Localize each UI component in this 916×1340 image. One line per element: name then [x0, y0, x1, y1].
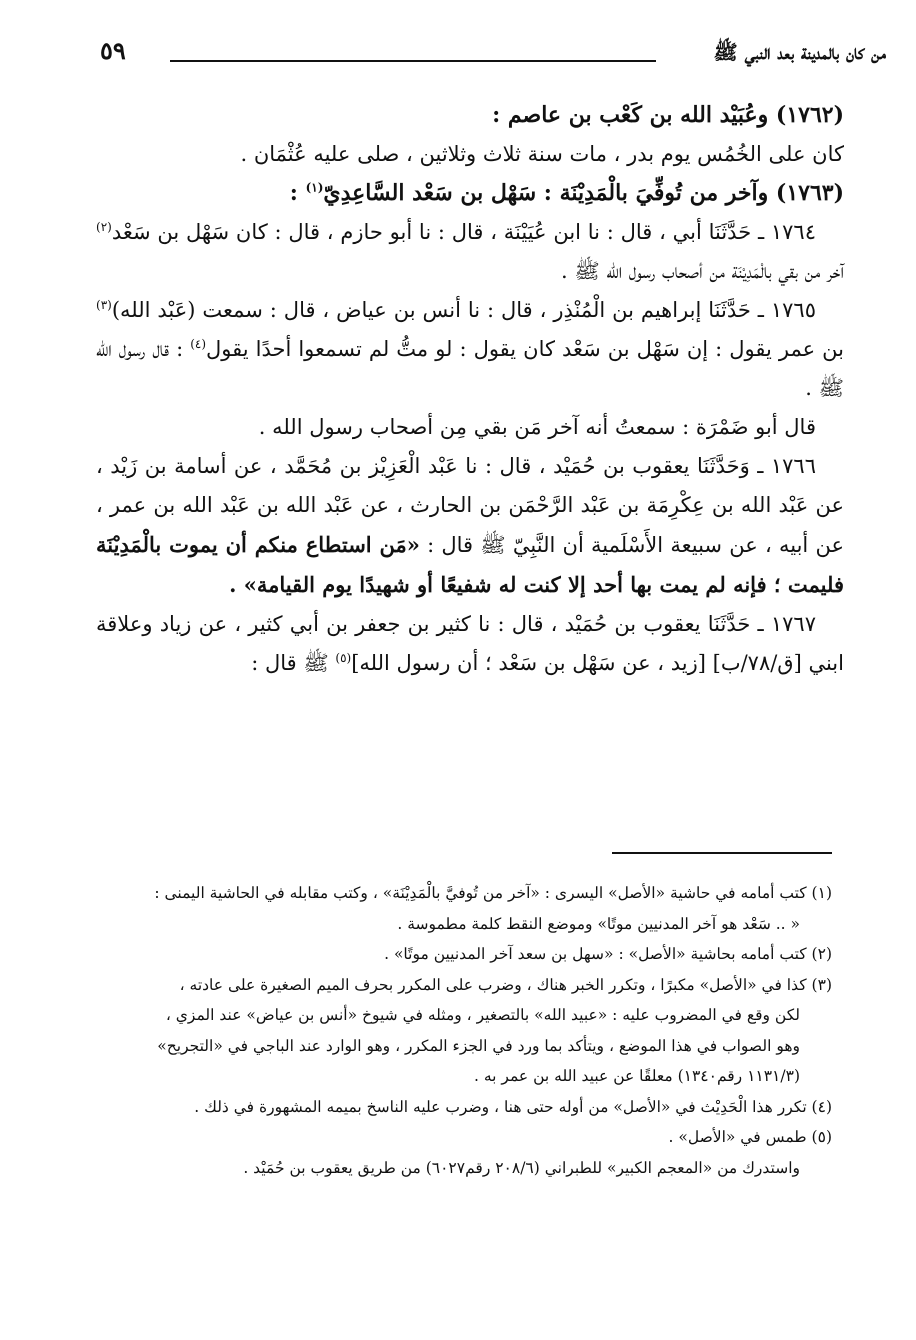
entry-1762-heading: (١٧٦٢) وعُبَيْد الله بن كَعْب بن عاصم : — [492, 102, 844, 128]
footnote-1-line-2: « .. سَعْد هو آخر المدنيين موتًا» وموضع النقط كلمة مطموسة . — [397, 914, 800, 933]
footnote-3-line-4: (١١٣١/٣ رقم١٣٤٠) معلقًا عن عبيد الله بن عمر به . — [474, 1067, 800, 1085]
hadith-1765-part-b: بن عمر يقول : إن سَهْل بن سَعْد كان يقول : لو متُّ لم تسمعوا أحدًا يقول — [206, 337, 844, 361]
footnote-3-line-2: لكن وقع في المضروب عليه : «عبيد الله» بالتصغير ، ومثله في شيوخ «أنس بن عياض» عند المزي ، — [165, 1006, 800, 1024]
entry-1763-heading — [96, 174, 844, 213]
hadith-1767-part-b: ﷺ قال : — [251, 651, 336, 675]
hadith-1766-matn: «مَن استطاع منكم أن يموت بالْمَدِيْنَة فليمت ؛ فإنه لم يمت بها أحد إلا كنت له شفيعًا أو شهيدًا يوم القيامة» . — [96, 532, 844, 597]
footnote-4: (٤) تكرر هذا الْحَدِيْث في «الأصل» من أوله حتى هنا ، وضرب عليه الناسخ بميمه المشهورة في ذلك . — [194, 1097, 832, 1116]
footnote-separator — [612, 852, 832, 854]
hadith-1765 — [96, 291, 844, 408]
running-title: من كان بالمدينة بعد النبي ﷺ — [713, 40, 886, 64]
footnote-ref-4: (٤) — [190, 337, 207, 351]
hadith-1766-chain: ١٧٦٦ ـ وَحَدَّثَنَا يعقوب بن حُمَيْد ، قال : نا عَبْد الْعَزِيْز بن مُحَمَّد ، عن أسامة بن زَيْد ، عن عَبْد الله بن عِكْرِمَة بن عَبْد الرَّحْمَن بن الحارث ، عن عَبْد الله بن عَبْد الله بن عمر ، عن أبيه ، عن سبيعة الأَسْلَمية أن النَّبِيّ ﷺ قال : — [96, 454, 844, 557]
footnotes — [94, 878, 832, 1183]
entry-1763-title: (١٧٦٣) وآخر من تُوفِّيَ بالْمَدِيْنَة : سَهْل بن سَعْد السَّاعِدِيّ — [323, 180, 844, 206]
hadith-1764 — [96, 213, 844, 291]
footnote-ref-3: (٣) — [96, 298, 112, 312]
footnote-1-line-1: (١) كتب أمامه في حاشية «الأصل» اليسرى : «آخر من تُوفيَّ بالْمَدِيْنَة» ، وكتب مقابله في الحاشية اليمنى : — [154, 884, 832, 902]
header-rule — [170, 60, 656, 62]
main-text — [96, 96, 844, 683]
hadith-1765-part-c: : قال رسول الله ﷺ . — [96, 337, 844, 400]
footnote-5: (٥) طمس في «الأصل» . — [668, 1128, 832, 1146]
footnote-ref-2: (٢) — [96, 220, 112, 234]
hadith-1767-part-a: ١٧٦٧ ـ حَدَّثَنَا يعقوب بن حُمَيْد ، قال : نا كثير بن جعفر بن أبي كثير ، عن زياد وعلاقة ابني [ق/٧٨/ب] [زيد ، عن سَهْل بن سَعْد ؛ أن رسول الله] — [96, 612, 844, 675]
footnote-ref-1: (١) — [305, 180, 324, 195]
hadith-1767 — [96, 605, 844, 683]
page-number: ٥٩ — [100, 36, 126, 65]
entry-1763-colon: : — [289, 180, 306, 206]
hadith-1766 — [96, 447, 844, 605]
hadith-1765-part-a: ١٧٦٥ ـ حَدَّثَنَا إبراهيم بن الْمُنْذِر ، قال : نا أنس بن عياض ، قال : سمعت (عَبْد الله) — [111, 298, 816, 322]
hadith-1764-part-b: آخر من بقي بالْمَدِيْنَة من أصحاب رسول الله ﷺ . — [561, 259, 844, 283]
entry-1762-text: كان على الخُمُس يوم بدر ، مات سنة ثلاث وثلاثين ، صلى عليه عُثْمَان . — [240, 142, 844, 166]
page-header — [100, 34, 886, 74]
footnote-5-continuation: واستدرك من «المعجم الكبير» للطبراني (٢٠٨/٦ رقم٦٠٢٧) من طريق يعقوب بن حُمَيْد . — [243, 1158, 800, 1177]
hadith-1764-part-a: ١٧٦٤ ـ حَدَّثَنَا أبي ، قال : نا ابن عُيَيْنَة ، قال : نا أبو حازم ، قال : كان سَهْل بن سَعْد — [111, 220, 816, 244]
footnote-3-line-3: وهو الصواب في هذا الموضع ، ويتأكد بما ورد في الجزء المكرر ، وهو الوارد عند الباجي في «التجريح» — [157, 1036, 800, 1055]
footnote-ref-5: (٥) — [335, 651, 352, 665]
footnote-2: (٢) كتب أمامه بحاشية «الأصل» : «سهل بن سعد آخر المدنيين موتًا» . — [384, 945, 832, 963]
abu-damra-statement: قال أبو ضَمْرَة : سمعتُ أنه آخر مَن بقي مِن أصحاب رسول الله . — [258, 415, 816, 439]
footnote-3-line-1: (٣) كذا في «الأصل» مكبرًا ، وتكرر الخبر هناك ، وضرب على المكرر بحرف الميم الصغيرة على عادته ، — [179, 975, 832, 994]
